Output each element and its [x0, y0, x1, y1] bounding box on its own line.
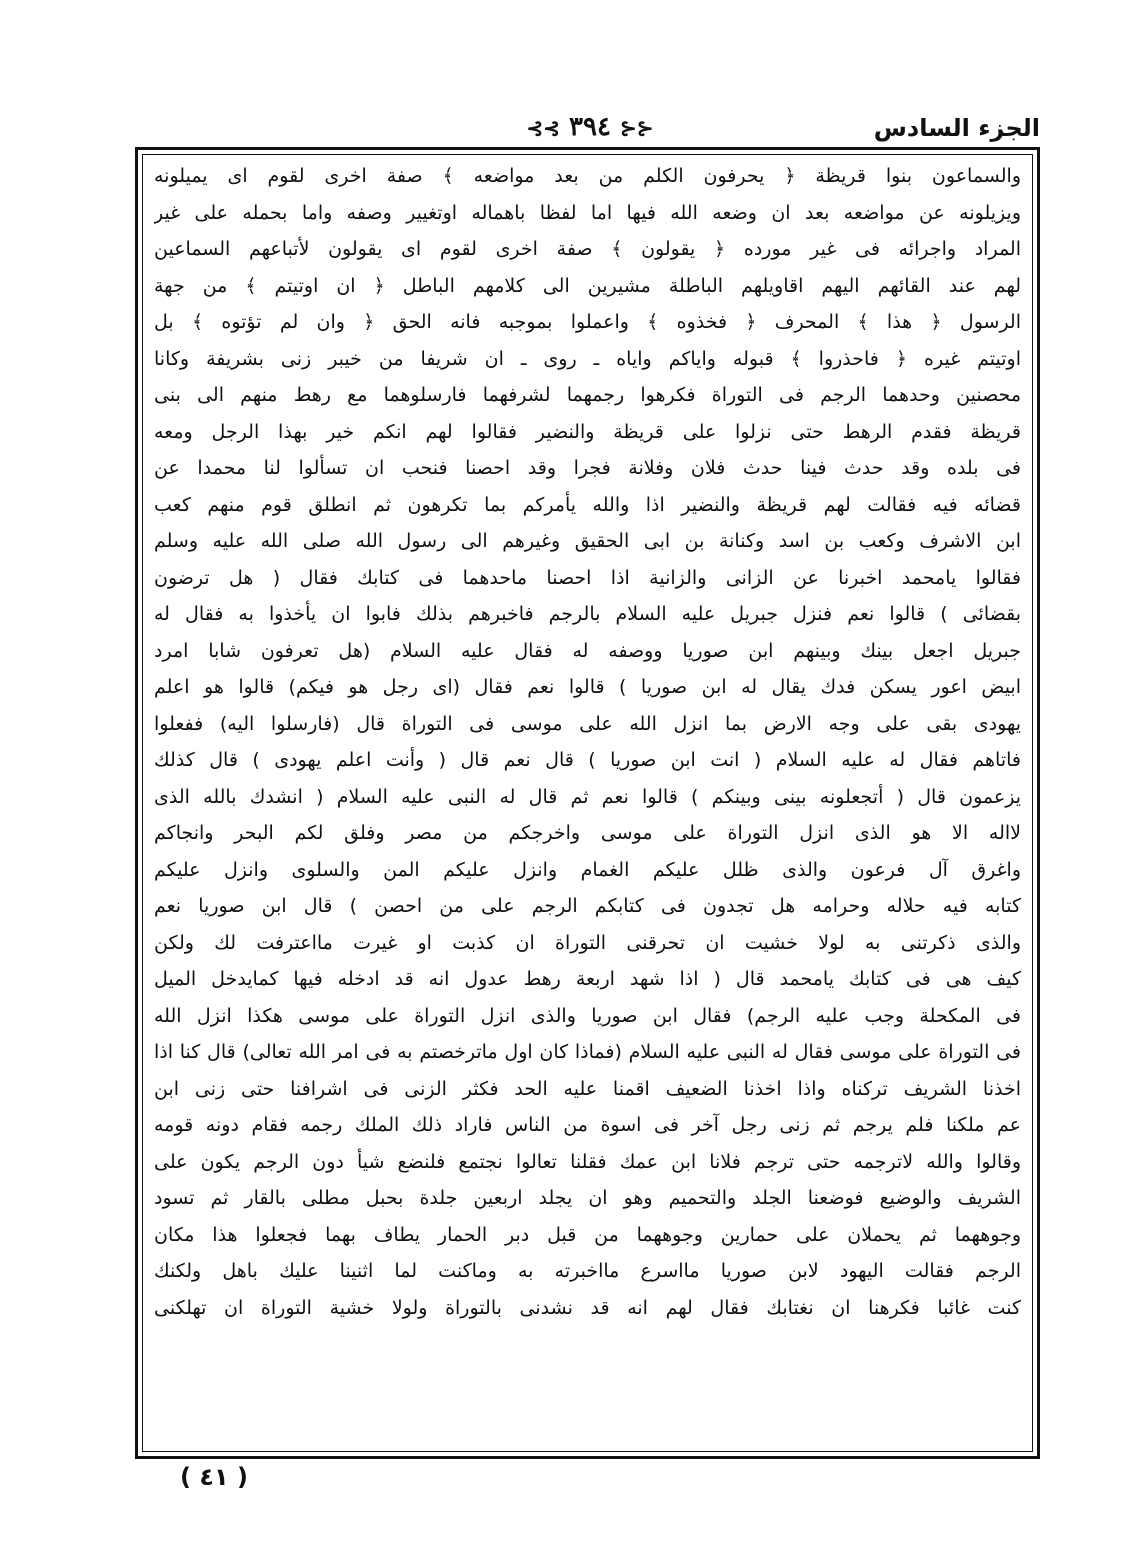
- page-header: [140, 108, 1040, 144]
- text-line: لااله الا هو الذى انزل التوراة على موسى واخرجكم من مصر وفلق لكم البحر وانجاكم: [154, 822, 1021, 844]
- text-line: كتابه فيه حلاله وحرامه هل تجدون فى كتابكم الرجم على من احصن ) قال ابن صوريا نعم: [154, 895, 1021, 917]
- text-line: كيف هى فى كتابك يامحمد قال ( اذا شهد اربعة رهط عدول انه قد ادخله فيها كمايدخل الميل: [154, 968, 1021, 990]
- text-line: فقالوا يامحمد اخبرنا عن الزانى والزانية اذا احصنا ماحدهما فى كتابك فقال ( هل ترضون: [154, 566, 1021, 589]
- signature-mark: ( ٤١ ): [180, 1463, 248, 1491]
- ornament-left-icon: ⊰⊰: [526, 116, 560, 140]
- text-line: ابيض اعور يسكن فدك يقال له ابن صوريا ) قالوا نعم فقال (اى رجل هو فيكم) قالوا هو اعلم: [154, 676, 1021, 698]
- text-line: ويزيلونه عن مواضعه بعد ان وضعه الله فيها اما لفظا باهماله اوتغيير وصفه واما بحمله على غير: [154, 201, 1021, 224]
- text-line: يهودى بقى على وجه الارض بما انزل الله على موسى فى التوراة قال (فارسلوا اليه) ففعلوا: [154, 712, 1021, 735]
- text-line: لهم عند القائهم اليهم اقاويلهم الباطلة مشيرين الى كلامهم الباطل ﴿ ان اوتيتم ﴾ من جهة: [154, 274, 1021, 297]
- text-line: فاتاهم فقال له عليه السلام ( انت ابن صوريا ) قال نعم قال ( وأنت اعلم يهودى ) قال كذلك: [154, 749, 1021, 771]
- text-line: قريظة فقدم الرهط حتى نزلوا على قريظة والنضير فقالوا لهم انكم خير بهذا الرجل ومعه: [154, 420, 1021, 443]
- text-line: الرسول ﴿ هذا ﴾ المحرف ﴿ فخذوه ﴾ واعملوا بموجبه فانه الحق ﴿ وان لم تؤتوه ﴾ بل: [154, 311, 1021, 333]
- page-number-value: ٣٩٤: [569, 112, 611, 142]
- text-line: وقالوا والله لاترجمه حتى ترجم فلانا ابن عمك فقلنا تعالوا نجتمع فلنضع شيأ دون الرجم يكون على: [154, 1150, 1021, 1173]
- text-line: فى المكحلة وجب عليه الرجم) فقال ابن صوريا والذى انزل التوراة على موسى هكذا انزل الله: [154, 1004, 1021, 1027]
- text-line: بقضائى ) قالوا نعم فنزل جبريل عليه السلام بالرجم فاخبرهم بذلك فابوا ان يأخذوا به فقال له: [154, 603, 1021, 625]
- body-text: [154, 158, 1021, 1448]
- part-label: الجزء السادس: [873, 114, 1040, 142]
- text-line: اوتيتم غيره ﴿ فاحذروا ﴾ قبوله واياكم واياه ـ روى ـ ان شريفا من خيبر زنى بشريفة وكانا: [154, 347, 1021, 370]
- text-line: والذى ذكرتنى به لولا خشيت ان تحرقنى التوراة ان كذبت او غيرت مااعترفت لك ولكن: [154, 931, 1021, 954]
- text-line: واغرق آل فرعون والذى ظلل عليكم الغمام وانزل عليكم المن والسلوى وانزل عليكم: [154, 858, 1021, 881]
- text-line: الرجم فقالت اليهود لابن صوريا مااسرع مااخبرته به وماكنت لما اثنينا عليك باهل ولكنك: [154, 1260, 1021, 1282]
- text-line: فى التوراة على موسى فقال له النبى عليه السلام (فماذا كان اول ماترخصتم به فى امر الله تعالى) قال كنا اذا: [154, 1041, 1021, 1063]
- text-line: يزعمون قال ( أتجعلونه بينى وبينكم ) قالوا نعم ثم قال له النبى عليه السلام ( انشدك بالله الذى: [154, 785, 1021, 808]
- text-line: جبريل اجعل بينك وبينهم ابن صوريا ووصفه له فقال عليه السلام (هل تعرفون شابا امرد: [154, 639, 1021, 662]
- text-line: اخذنا الشريف تركناه واذا اخذنا الضعيف اقمنا عليه الحد فكثر الزنى فى اشرافنا حتى زنى ابن: [154, 1077, 1021, 1100]
- text-line: فى بلده وقد حدث فينا حدث فلان وفلانة فجرا وقد احصنا فنحب ان تسألوا لنا محمدا عن: [154, 457, 1021, 479]
- text-line: قضائه فيه فقالت لهم قريظة والنضير اذا والله يأمركم بما تكرهون ثم انطلق قوم منهم كعب: [154, 493, 1021, 516]
- text-line: محصنين وحدهما الرجم فى التوراة فكرهوا رجمهما لشرفهما فارسلوهما مع رهط منهم الى بنى: [154, 384, 1021, 406]
- text-line: الشريف والوضيع فوضعنا الجلد والتحميم وهو ان يجلد اربعين جلدة بحبل مطلى بالقار ثم تسود: [154, 1187, 1021, 1209]
- text-line: وجوههما ثم يحملان على حمارين وجوههما من قبل دبر الحمار يطاف بهما فجعلوا هذا مكان: [154, 1223, 1021, 1246]
- text-line: ابن الاشرف وكعب بن اسد وكنانة بن ابى الحقيق وغيرهم الى رسول الله صلى الله عليه وسلم: [154, 530, 1021, 552]
- text-frame: [135, 147, 1040, 1459]
- text-line: عم ملكنا فلم يرجم ثم زنى رجل آخر فى اسوة من الناس فاراد ذلك الملك رجمه فقام دونه قومه: [154, 1114, 1021, 1136]
- ornament-right-icon: ⊱⊱: [620, 116, 654, 140]
- text-line: كنت غائبا فكرهنا ان نغتابك فقال لهم انه قد نشدنى بالتوراة ولولا خشية التوراة ان تهلكنى: [154, 1296, 1021, 1319]
- text-line: والسماعون بنوا قريظة ﴿ يحرفون الكلم من بعد مواضعه ﴾ صفة اخرى لقوم اى يميلونه: [154, 165, 1021, 187]
- text-line: المراد واجرائه فى غير مورده ﴿ يقولون ﴾ صفة اخرى لقوم اى يقولون لأتباعهم السماعين: [154, 238, 1021, 260]
